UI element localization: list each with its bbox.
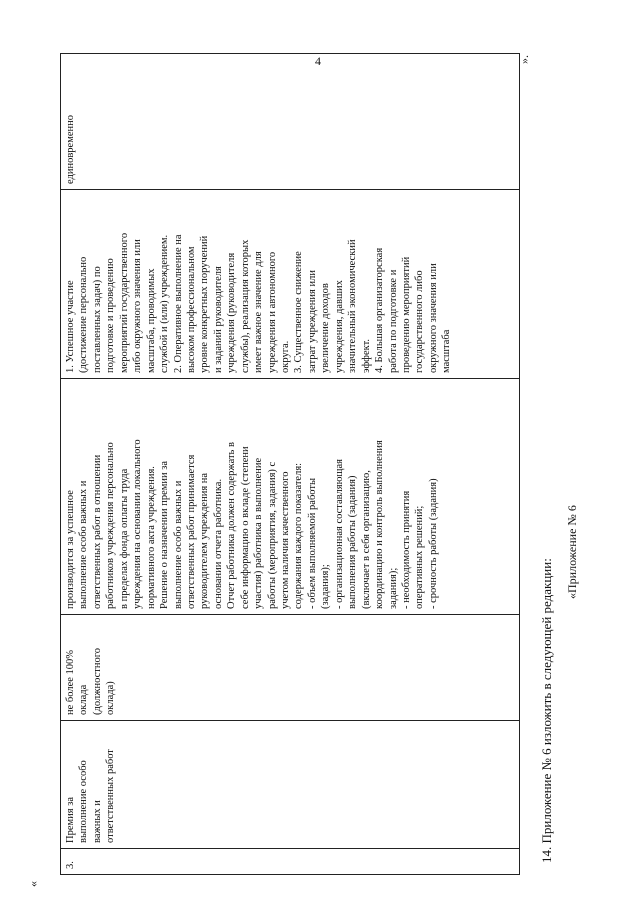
- closing-quote: ».: [517, 55, 531, 64]
- rotated-page-content: [26, 25, 580, 887]
- amendment-heading: 14. Приложение № 6 изложить в следующей редакции:: [539, 558, 554, 863]
- table-row: [61, 54, 520, 875]
- row-number-cell: 3.: [61, 849, 520, 875]
- award-name-cell: Премия за выполнение особо важных и ответственных работ: [61, 721, 520, 849]
- opening-quote: «: [26, 881, 40, 887]
- page-number: 4: [315, 54, 321, 68]
- criteria-cell: 1. Успешное участие (достижение персонально поставленных задач) по подготовке и проведению мероприятий государственного либо окружного значения или масштаба, проводимых службой и (или) учреждением. 2. Оперативное выполнение на высоком профессиональном уровне конкретных поручений и заданий руководителя учреждения (руководителя службы), реализация которых имеет важное значение для учреждения и автономного округа. 3. Существенное снижение затрат учреждения или увеличение доходов учреждения, давших значительный экономический эффект. 4. Большая организаторская работа по подготовке и проведению мероприятий государственного либо окружного значения или масштаба: [61, 190, 520, 379]
- frequency-cell: единовременно: [61, 54, 520, 190]
- description-cell: производится за успешное выполнение особо важных и ответственных работ в отношении работников учреждения персонально в пределах фонда оплаты труда учреждения на основании локального нормативного акта учреждения. Решение о назначении премии за выполнение особо важных и ответственных работ принимается руководителем учреждения на основании отчета работника. Отчет работника должен содержать в себе информацию о вкладе (степени участия) работника в выполнение работы (мероприятия, задания) с учетом наличия качественного содержания каждого показателя: - объем выполняемой работы (задания); - организационная составляющая выполнения работы (задания) (включает в себя организацию, координацию и контроль выполнения задания); - необходимость принятия оперативных решений; - срочность работы (задания): [61, 379, 520, 615]
- award-table: [60, 53, 520, 875]
- amount-cell: не более 100% оклада (должностного оклада): [61, 615, 520, 721]
- appendix-label: «Приложение № 6: [565, 505, 579, 599]
